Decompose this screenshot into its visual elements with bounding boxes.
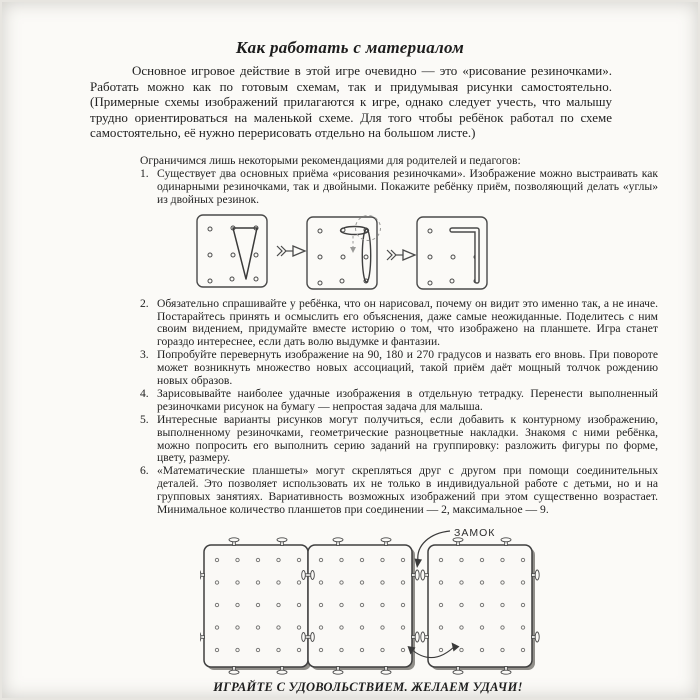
geoboard-double-band-corner <box>417 217 487 289</box>
recommendations-list <box>140 155 658 517</box>
list-item <box>140 414 658 466</box>
list-item-number: 1. <box>140 166 149 180</box>
page-title: Как работать с материалом <box>235 38 465 57</box>
closing-slogan: ИГРАЙТЕ С УДОВОЛЬСТВИЕМ. ЖЕЛАЕМ УДАЧИ! <box>213 680 523 694</box>
list-item-number: 4. <box>140 386 149 400</box>
arrow-right-icon <box>277 246 305 256</box>
list-item <box>140 298 658 350</box>
list-item <box>140 388 658 414</box>
connected-boards-diagram <box>200 523 698 680</box>
list-item <box>140 349 658 388</box>
joined-geoboard-right <box>308 545 412 667</box>
list-item-number: 2. <box>140 296 149 310</box>
list-item-number: 3. <box>140 348 149 362</box>
list-item-text: Обязательно спрашивайте у ребёнка, что он нарисовал, почему он видит это именно так, а не иначе. Постарайтесь принять и осмыслить его объяснения, даже самые неожиданные. Поделитесь с ним своим видением, придумайте вместе историю о том, что изображено на планшете. Игра станет гораздо интереснее, если дать волю выдумке и фантазии. <box>157 296 658 349</box>
list-item-number: 6. <box>140 464 149 478</box>
geoboard-loop-technique <box>307 215 381 289</box>
recommendations-heading: Ограничимся лишь некоторыми рекомендациями для родителей и педагогов: <box>140 153 521 167</box>
list-item <box>140 465 658 517</box>
scanned-document-page <box>2 2 698 698</box>
geoboard-single-band <box>197 215 267 287</box>
intro-paragraph: Основное игровое действие в этой игре очевидно — это «рисование резиночками». Работать можно как по готовым схемам, так и придумывая рисунки самостоятельно. (Примерные схемы изображений прилагаются к игре, однако следует учесть, что малышу трудно ориентироваться на маленькой схеме. Для того чтобы ребёнок работал по схеме самостоятельно, её нужно перерисовать отдельно на большом листе.) <box>90 63 612 141</box>
list-item-text: «Математические планшеты» могут скрепляться друг с другом при помощи соединительных деталей. Это позволяет использовать их не только в индивидуальной работе с детьми, но и на групповых занятиях. Вариативность возможных изображений при этом существенно возрастает. Минимальное количество планшетов при соединении — 2, максимальное — 9. <box>157 464 658 517</box>
separate-geoboard <box>428 545 532 667</box>
joined-geoboard-left <box>204 545 308 667</box>
geoboard-technique-diagram <box>193 211 499 295</box>
list-item-text: Существует два основных приёма «рисования резиночками». Изображение можно выстраивать как одинарными резиночками, так и двойными. Покажите ребёнку приём, позволяющий делать «углы» из двойных резинок. <box>157 166 658 206</box>
lock-label: ЗАМОК <box>454 527 496 539</box>
list-item-text: Попробуйте перевернуть изображение на 90, 180 и 270 градусов и назвать его вновь. При повороте может возникнуть множество новых ассоциаций, такой приём даёт мощный толчок рождению новых образов. <box>157 348 658 388</box>
arrow-right-icon <box>387 250 415 260</box>
list-item-text: Зарисовывайте наиболее удачные изображения в отдельную тетрадку. Перенести выполненный резиночками рисунок на бумагу — непростая задача для малыша. <box>157 386 658 413</box>
list-item-number: 5. <box>140 412 149 426</box>
list-item-text: Интересные варианты рисунков могут получиться, если добавить к контурному изображению, выполненному резиночками, геометрические разноцветные накладки. Знакомя с ними ребёнка, можно попросить его выполнить серию заданий на группировку: разложить фигуры по форме, цвету, размеру. <box>157 412 658 465</box>
list-item <box>140 168 658 207</box>
